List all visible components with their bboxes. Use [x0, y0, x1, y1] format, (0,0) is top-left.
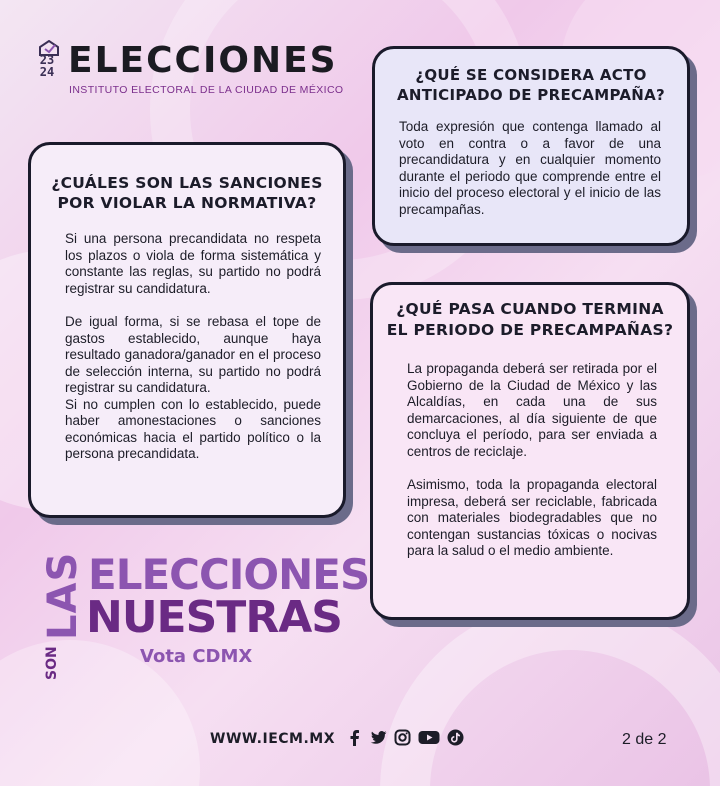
card-sanciones — [28, 142, 346, 518]
logo-subtitle: INSTITUTO ELECTORAL DE LA CIUDAD DE MÉXICO — [69, 84, 344, 96]
slogan-las: LAS — [40, 551, 86, 640]
instagram-icon[interactable] — [394, 729, 411, 746]
card-acto-anticipado — [372, 46, 690, 246]
page-indicator: 2 de 2 — [622, 731, 667, 748]
paragraph: Toda expresión que contenga llamado al voto en contra o a favor de una precandidatura y en cualquier momento durante el periodo que comprende entre el inicio del proceso electoral y el inicio de las precampañas. — [399, 119, 661, 217]
facebook-icon[interactable] — [346, 729, 363, 746]
paragraph: Asimismo, toda la propaganda electoral impresa, deberá ser reciclable, fabricada con materiales biodegradables que no contengan sustancias tóxicas o nocivas para la salud o el medio ambiente. — [407, 477, 657, 558]
tiktok-icon[interactable] — [447, 729, 464, 746]
elecciones-logo — [30, 40, 350, 102]
paragraph: De igual forma, si se rebasa el tope de gastos establecido, aunque haya resultado ganadora/ganador en el proceso de selección interna, su partido no podrá registrar su candidatura. — [65, 314, 321, 395]
card-sanciones-title: ¿CUÁLES SON LAS SANCIONES POR VIOLAR LA NORMATIVA? — [51, 174, 323, 212]
slogan-logo — [40, 548, 370, 680]
twitter-icon[interactable] — [370, 729, 387, 746]
social-icons — [346, 729, 464, 746]
card-sanciones-body — [65, 231, 321, 463]
slogan-vota-cdmx: Vota CDMX — [140, 646, 253, 667]
slogan-line-elecciones: ELECCIONES — [88, 550, 370, 599]
youtube-icon[interactable] — [418, 729, 440, 746]
card-termina-periodo — [370, 282, 690, 620]
card-acto-title: ¿QUÉ SE CONSIDERA ACTO ANTICIPADO DE PRECAMPAÑA? — [396, 66, 666, 104]
slogan-line-nuestras: NUESTRAS — [86, 592, 342, 643]
paragraph: Si una persona precandidata no respeta los plazos o viola de forma sistemática y constante las reglas, su partido no podrá registrar su candidatura. — [65, 231, 321, 296]
logo-title: ELECCIONES — [68, 40, 338, 81]
paragraph: La propaganda deberá ser retirada por el Gobierno de la Ciudad de México y las Alcaldías, en cada una de sus demarcaciones, al día siguiente de que concluya el período, para ser enviada a centros de reciclaje. — [407, 361, 657, 459]
paragraph: Si no cumplen con lo establecido, puede haber amonestaciones o sanciones económicas hacia el partido político o la persona precandidata. — [65, 396, 321, 461]
card-acto-body — [399, 119, 661, 218]
card-termina-body — [407, 361, 657, 560]
card-termina-title: ¿QUÉ PASA CUANDO TERMINA EL PERIODO DE PRECAMPAÑAS? — [386, 300, 674, 339]
website-link[interactable]: WWW.IECM.MX — [210, 731, 336, 747]
slogan-son: SON — [44, 646, 60, 680]
logo-year: 23 24 — [39, 53, 55, 79]
